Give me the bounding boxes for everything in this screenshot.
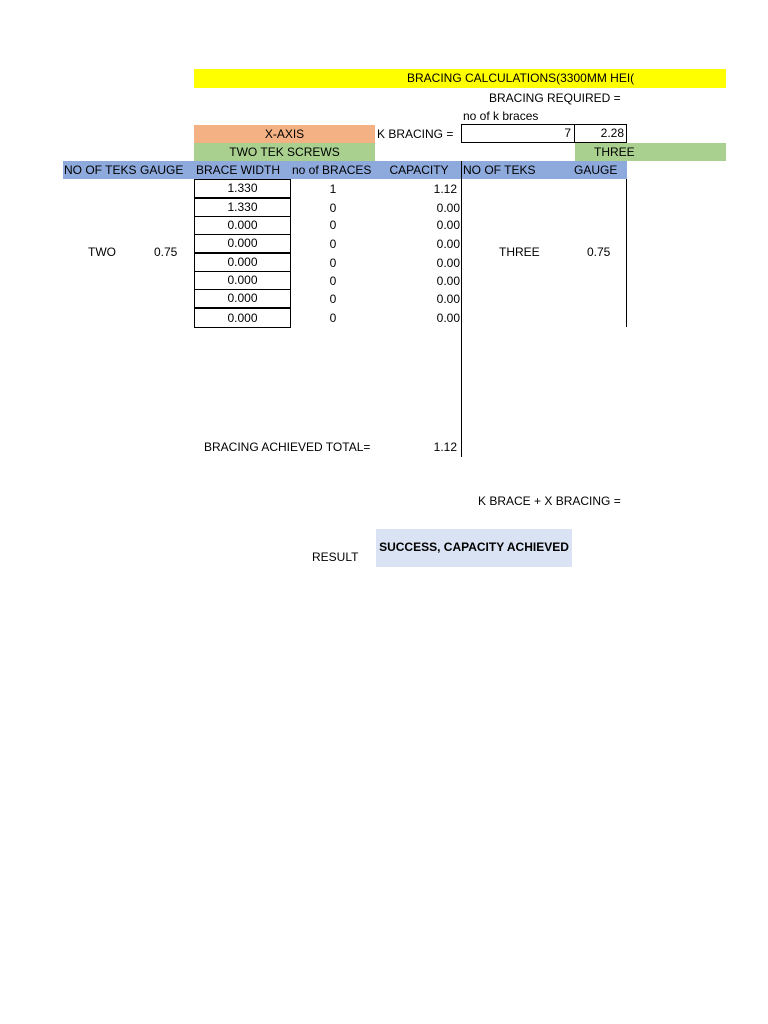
- capacity-cell: 0.00: [436, 292, 460, 306]
- header-no-of-braces: no of BRACES: [292, 163, 372, 177]
- no-of-braces-cell: 1: [329, 182, 337, 196]
- brace-width-cell[interactable]: 0.000: [194, 216, 291, 235]
- left-teks-value: TWO: [88, 245, 116, 259]
- x-axis-label: X-AXIS: [194, 125, 375, 143]
- no-of-braces-cell: 0: [329, 218, 337, 232]
- k-bracing-value-cell[interactable]: 2.28: [574, 124, 627, 143]
- capacity-cell: 0.00: [436, 311, 460, 325]
- brace-width-cell[interactable]: 0.000: [194, 289, 291, 308]
- capacity-cell: 0.00: [436, 256, 460, 270]
- bracing-required-label: BRACING REQUIRED =: [489, 91, 621, 105]
- result-status-cell: SUCCESS, CAPACITY ACHIEVED: [376, 529, 572, 567]
- brace-width-cell[interactable]: 0.000: [194, 253, 291, 272]
- no-of-braces-cell: 0: [329, 274, 337, 288]
- header-gauge-2: GAUGE: [574, 163, 618, 177]
- brace-width-cell[interactable]: 1.330: [194, 179, 291, 198]
- no-of-k-braces-label: no of k braces: [463, 109, 539, 123]
- header-brace-width: BRACE WIDTH: [196, 163, 280, 177]
- header-no-of-teks: NO OF TEKS: [64, 163, 137, 177]
- brace-width-cell[interactable]: 1.330: [194, 198, 291, 217]
- two-tek-screws-label: TWO TEK SCREWS: [194, 143, 375, 161]
- capacity-column-divider: [461, 161, 462, 457]
- brace-width-cell[interactable]: 0.000: [194, 308, 291, 328]
- k-bracing-count-cell[interactable]: 7: [461, 124, 575, 143]
- achieved-total-label: BRACING ACHIEVED TOTAL=: [204, 440, 371, 454]
- brace-width-cell[interactable]: 0.000: [194, 234, 291, 253]
- no-of-braces-cell: 0: [329, 311, 337, 325]
- brace-width-cell[interactable]: 0.000: [194, 271, 291, 290]
- right-gauge-value: 0.75: [587, 245, 611, 259]
- capacity-cell: 1.12: [433, 182, 457, 196]
- capacity-cell: 0.00: [436, 201, 460, 215]
- right-table-divider: [626, 179, 627, 327]
- three-tek-label: THREE: [594, 145, 635, 159]
- left-gauge-value: 0.75: [154, 245, 178, 259]
- sheet-title: BRACING CALCULATIONS(3300MM HEI(: [407, 71, 635, 85]
- k-bracing-label: K BRACING =: [377, 127, 454, 141]
- capacity-cell: 0.00: [436, 274, 460, 288]
- header-no-of-teks-2: NO OF TEKS: [463, 163, 536, 177]
- k-brace-x-bracing-label: K BRACE + X BRACING =: [478, 494, 621, 508]
- achieved-total-value: 1.12: [433, 440, 457, 454]
- header-capacity: CAPACITY: [389, 163, 449, 177]
- no-of-braces-cell: 0: [329, 256, 337, 270]
- no-of-braces-cell: 0: [329, 237, 337, 251]
- no-of-braces-cell: 0: [329, 292, 337, 306]
- no-of-braces-cell: 0: [329, 201, 337, 215]
- capacity-cell: 0.00: [436, 218, 460, 232]
- header-gauge: GAUGE: [140, 163, 184, 177]
- capacity-cell: 0.00: [436, 237, 460, 251]
- right-teks-value: THREE: [499, 245, 540, 259]
- result-label: RESULT: [312, 550, 359, 564]
